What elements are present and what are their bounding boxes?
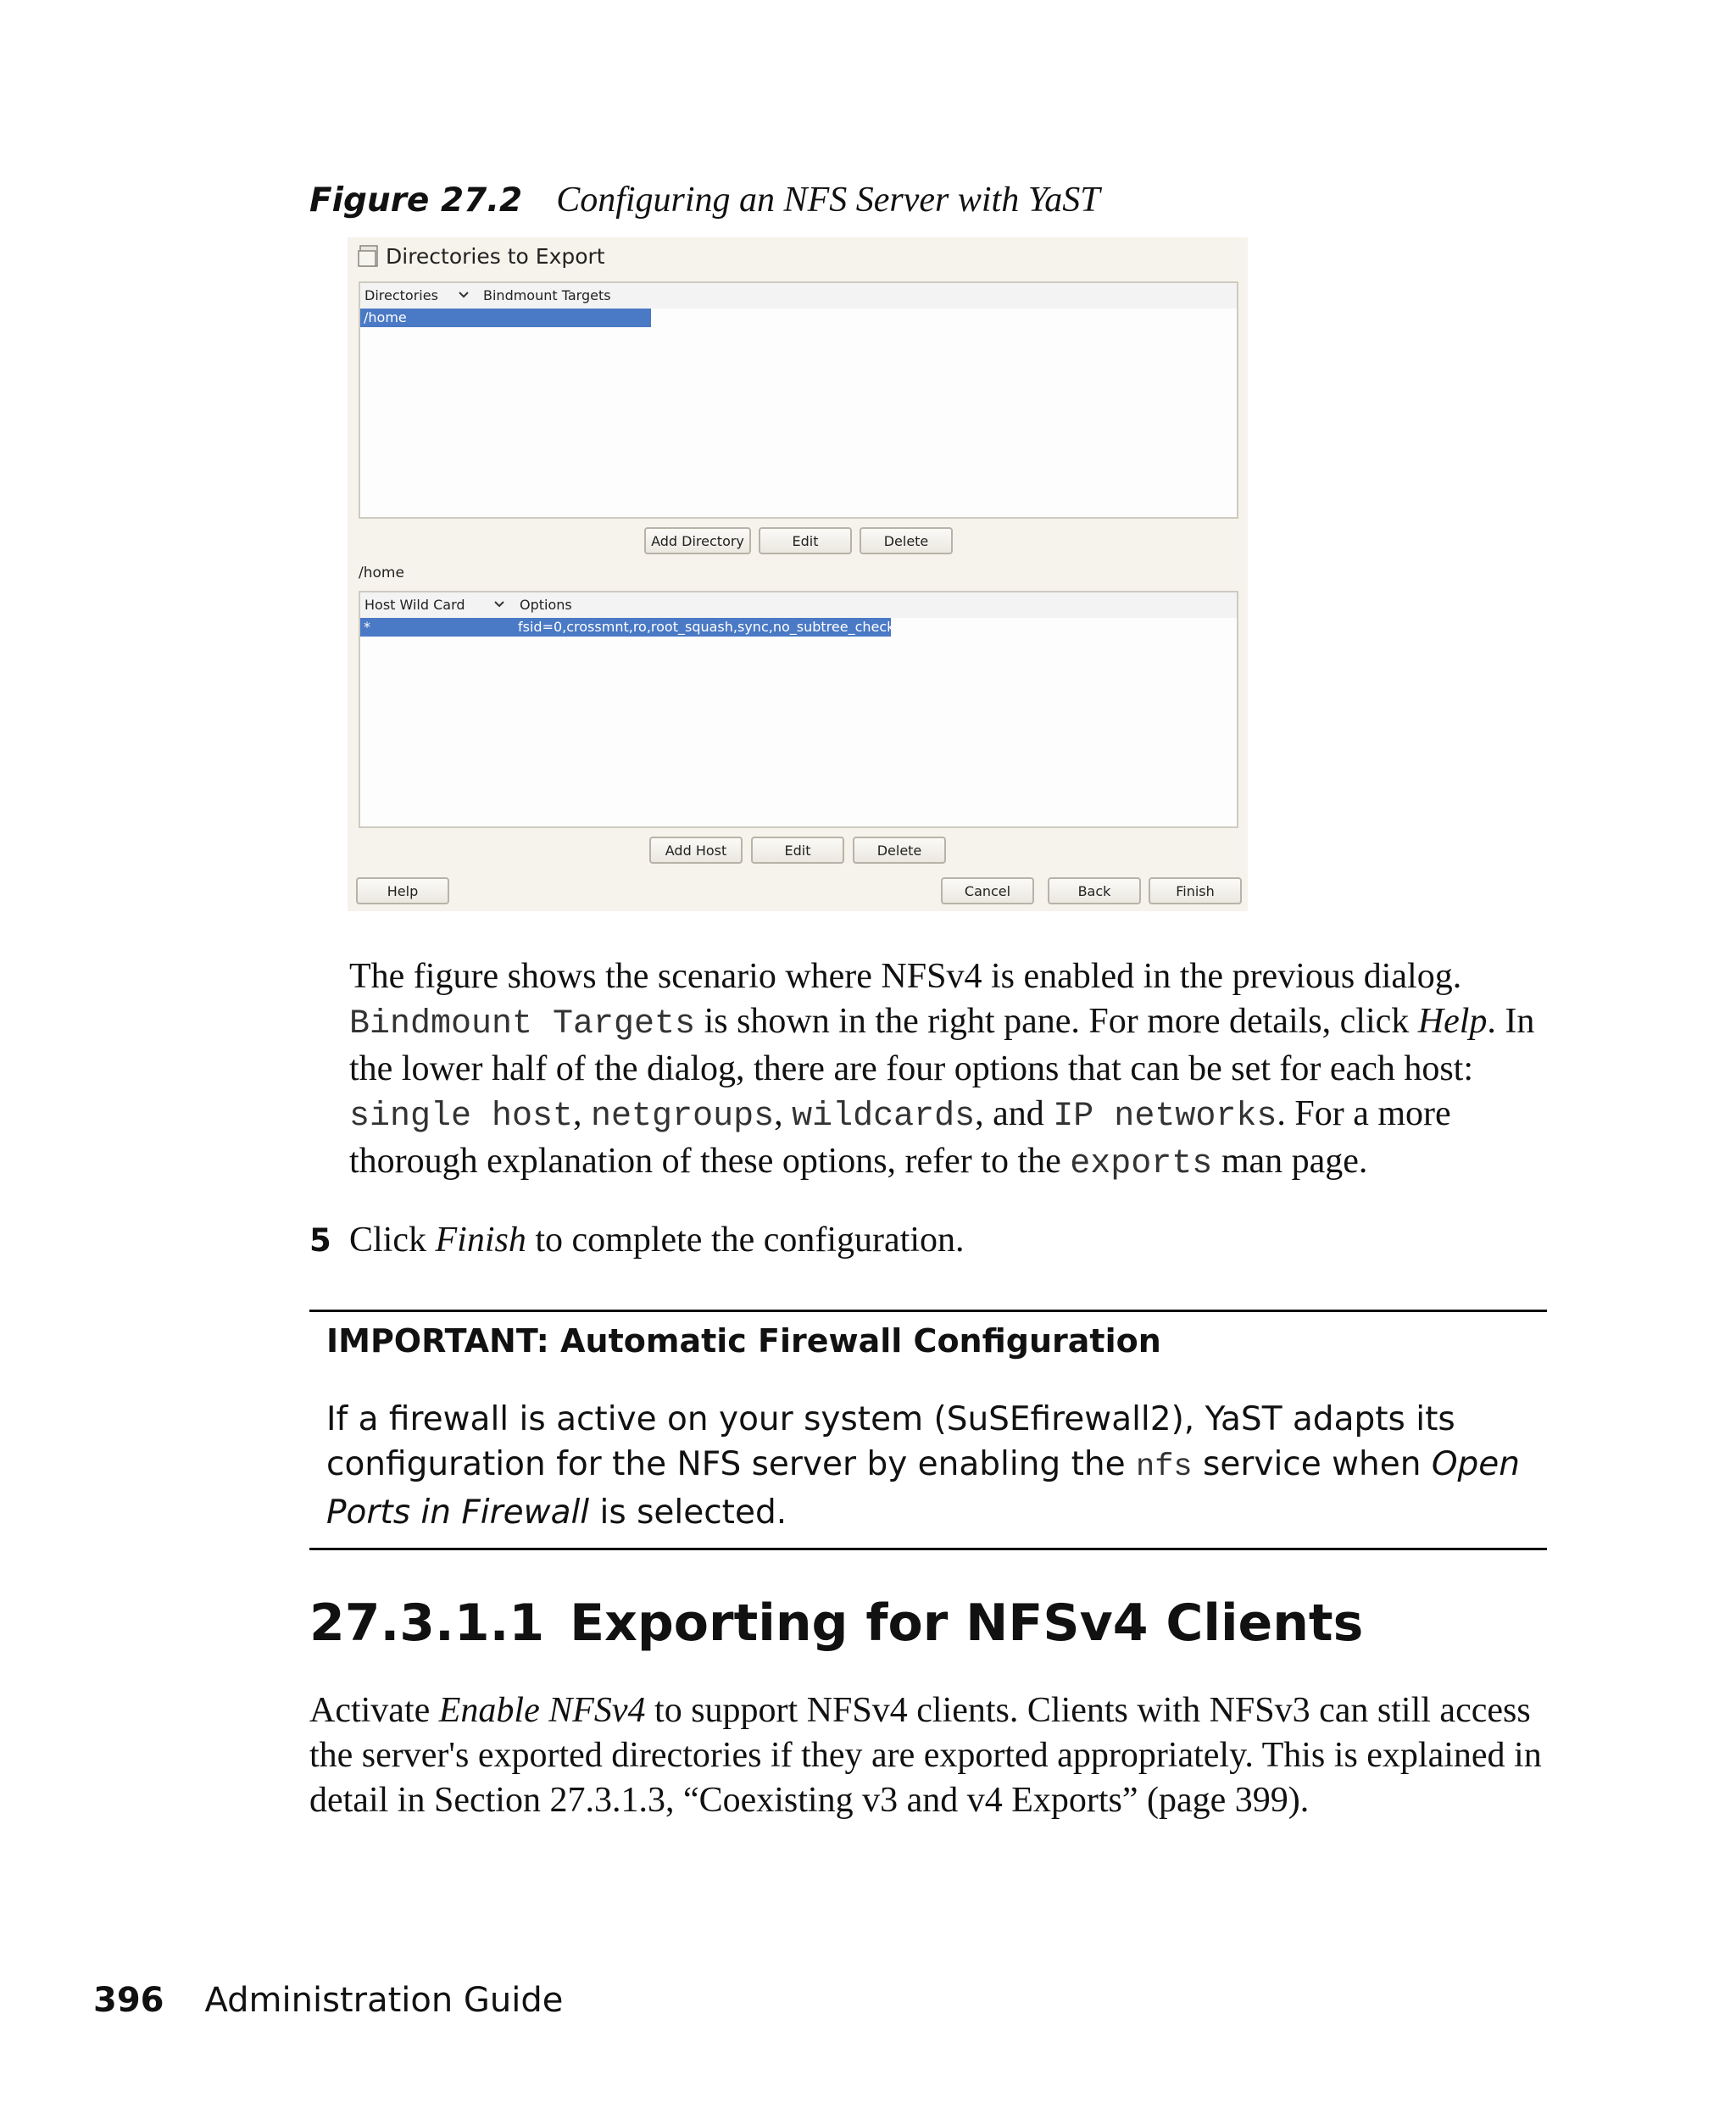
- figure-label: Figure 27.2: [309, 181, 523, 220]
- table-row[interactable]: [360, 618, 895, 637]
- yast-dialog-screenshot: [348, 237, 1248, 911]
- text: ,: [774, 1094, 793, 1133]
- paragraph-nfsv4: [309, 1688, 1555, 1823]
- code-nfs: nfs: [1136, 1449, 1193, 1485]
- code-bindmount-targets: Bindmount Targets: [349, 1005, 696, 1043]
- column-header-options[interactable]: Options: [520, 597, 572, 613]
- selected-path-label: /home: [359, 565, 404, 581]
- text: is shown in the right pane. For more details, click: [695, 1002, 1418, 1041]
- text: service when: [1192, 1445, 1432, 1483]
- text: . For a more thorough explanation of these options, refer to the: [349, 1094, 1451, 1181]
- open-ports-reference: Open Ports in Firewall: [326, 1445, 1521, 1532]
- text: Activate: [309, 1691, 439, 1730]
- column-header-host-wild-card[interactable]: Host Wild Card: [364, 597, 465, 613]
- finish-reference: Finish: [435, 1221, 526, 1260]
- text: man page.: [1212, 1142, 1368, 1181]
- folder-icon: [358, 244, 380, 268]
- hosts-table[interactable]: [359, 591, 1238, 828]
- help-reference: Help: [1417, 1002, 1488, 1041]
- delete-host-button[interactable]: Delete: [853, 837, 946, 864]
- directories-table[interactable]: [359, 281, 1238, 519]
- important-note: [309, 1310, 1547, 1550]
- step-5: [309, 1218, 1564, 1263]
- step-number: 5: [309, 1222, 331, 1259]
- important-title: IMPORTANT: Automatic Firewall Configuration: [326, 1322, 1161, 1360]
- cell-host: *: [364, 619, 370, 635]
- text: The figure shows the scenario where NFSv4 is enabled in the previous dialog.: [349, 957, 1462, 996]
- help-button[interactable]: Help: [356, 877, 449, 904]
- edit-host-button[interactable]: Edit: [751, 837, 844, 864]
- important-body: [326, 1397, 1530, 1535]
- text: , and: [975, 1094, 1054, 1133]
- page-footer: [93, 1981, 563, 2020]
- text: . In the lower half of the dialog, there are four options that can be set for each host:: [349, 1002, 1535, 1088]
- section-heading: [309, 1594, 1363, 1653]
- figure-caption: [309, 180, 1100, 220]
- figure-title: Configuring an NFS Server with YaST: [556, 181, 1100, 220]
- edit-directory-button[interactable]: Edit: [759, 527, 852, 554]
- book-title: Administration Guide: [204, 1981, 564, 2020]
- chevron-down-icon[interactable]: [492, 598, 506, 611]
- enable-nfsv4-reference: Enable NFSv4: [438, 1691, 646, 1730]
- column-header-bindmount-targets[interactable]: Bindmount Targets: [483, 287, 611, 303]
- code-wildcards: wildcards: [792, 1098, 976, 1136]
- section-number: 27.3.1.1: [309, 1594, 545, 1653]
- code-single-host: single host: [349, 1098, 574, 1136]
- cell-options: fsid=0,crossmnt,ro,root_squash,sync,no_subtree_check: [518, 619, 895, 635]
- text: to complete the configuration.: [526, 1221, 965, 1260]
- table-row[interactable]: [360, 309, 651, 327]
- text: ,: [573, 1094, 592, 1133]
- back-button[interactable]: Back: [1048, 877, 1141, 904]
- finish-button[interactable]: Finish: [1149, 877, 1242, 904]
- add-directory-button[interactable]: Add Directory: [644, 527, 751, 554]
- chevron-down-icon[interactable]: [457, 288, 470, 302]
- add-host-button[interactable]: Add Host: [649, 837, 743, 864]
- text: is selected.: [589, 1493, 787, 1532]
- cell-directory: /home: [364, 309, 407, 325]
- cancel-button[interactable]: Cancel: [941, 877, 1034, 904]
- paragraph-figure-explanation: [349, 954, 1553, 1187]
- code-ip-networks: IP networks: [1053, 1098, 1277, 1136]
- code-netgroups: netgroups: [591, 1098, 775, 1136]
- text: If a firewall is active on your system (SuSEfirewall2), YaST adapts its configuration for the NFS server by enabling the: [326, 1400, 1455, 1483]
- code-exports: exports: [1070, 1145, 1213, 1183]
- dialog-title: Directories to Export: [386, 244, 605, 269]
- text: to support NFSv4 clients. Clients with NFSv3 can still access the server's exported directories if they are exported appropriately. This is explained in detail in Section 27.3.1.3, “Coexisting v3 and v4 Exports” (page 399).: [309, 1691, 1542, 1820]
- column-header-directories[interactable]: Directories: [364, 287, 438, 303]
- text: Click: [349, 1221, 436, 1260]
- page-number: 396: [93, 1981, 164, 2020]
- section-title: Exporting for NFSv4 Clients: [570, 1594, 1364, 1653]
- delete-directory-button[interactable]: Delete: [860, 527, 953, 554]
